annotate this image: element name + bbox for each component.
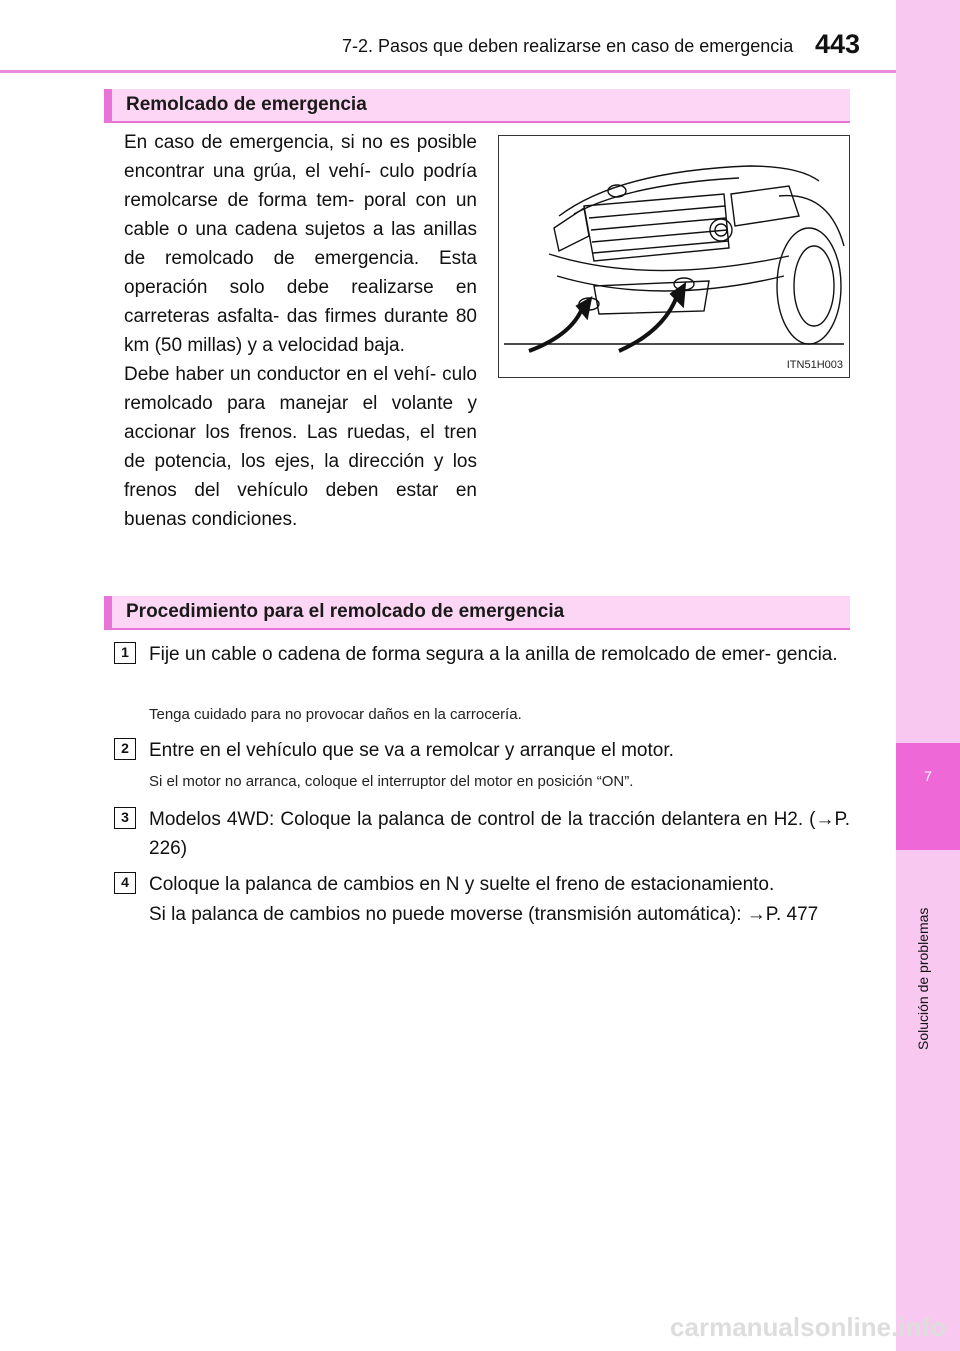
step-number-badge: 4	[114, 872, 136, 894]
step-text: Entre en el vehículo que se va a remolcar y arranque el motor.	[149, 740, 674, 761]
step-text-continued: Si la palanca de cambios no puede moverse (transmisión automática): →P. 477	[149, 904, 819, 925]
intro-text	[124, 128, 477, 534]
chapter-tab-active[interactable]	[896, 743, 960, 850]
towing-eyelet-illustration	[498, 135, 850, 378]
vehicle-front-drawing	[499, 136, 849, 377]
intro-paragraph-2: Debe haber un conductor en el vehí- culo remolcado para manejar el volante y accionar los frenos. Las ruedas, el tren de potencia, los ejes, la dirección y los frenos del vehículo deben estar en buenas condiciones.	[124, 364, 477, 530]
step-number-badge: 2	[114, 738, 136, 760]
watermark-logo: carmanualsonline.info	[670, 1312, 946, 1342]
section-heading-text: Procedimiento para el remolcado de emergencia	[126, 601, 565, 622]
figure-code: ITN51H003	[786, 359, 843, 371]
header-divider	[0, 70, 896, 73]
section-heading-remolcado	[104, 89, 850, 123]
step-number-badge: 3	[114, 807, 136, 829]
intro-paragraph-1: En caso de emergencia, si no es posible encontrar una grúa, el vehí- culo podría remolcarse de forma tem- poral con un cable o una cadena sujetos a las anillas de remolcado de emergencia. Esta operación solo debe realizarse en carreteras asfalta- das firmes durante 80 km (50 millas) y a velocidad baja.	[124, 132, 477, 356]
page-header-title: 7-2. Pasos que deben realizarse en caso de emergencia	[342, 36, 794, 56]
step-note: Tenga cuidado para no provocar daños en la carrocería.	[149, 706, 522, 723]
chapter-tab-strip	[896, 0, 960, 1351]
step-text: Coloque la palanca de cambios en N y suelte el freno de estacionamiento.	[149, 874, 775, 895]
step-text: Modelos 4WD: Coloque la palanca de control de la tracción delantera en H2. (→P. 226)	[149, 809, 850, 859]
section-heading-procedimiento	[104, 596, 850, 630]
step-number-badge: 1	[114, 642, 136, 664]
chapter-tab-label: Solución de problemas	[915, 907, 931, 1050]
step-text: Fije un cable o cadena de forma segura a la anilla de remolcado de emer- gencia.	[149, 644, 838, 665]
page-number: 443	[815, 29, 861, 59]
step-note: Si el motor no arranca, coloque el interruptor del motor en posición “ON”.	[149, 773, 634, 790]
section-heading-text: Remolcado de emergencia	[126, 94, 367, 115]
chapter-tab-number: 7	[924, 768, 932, 784]
